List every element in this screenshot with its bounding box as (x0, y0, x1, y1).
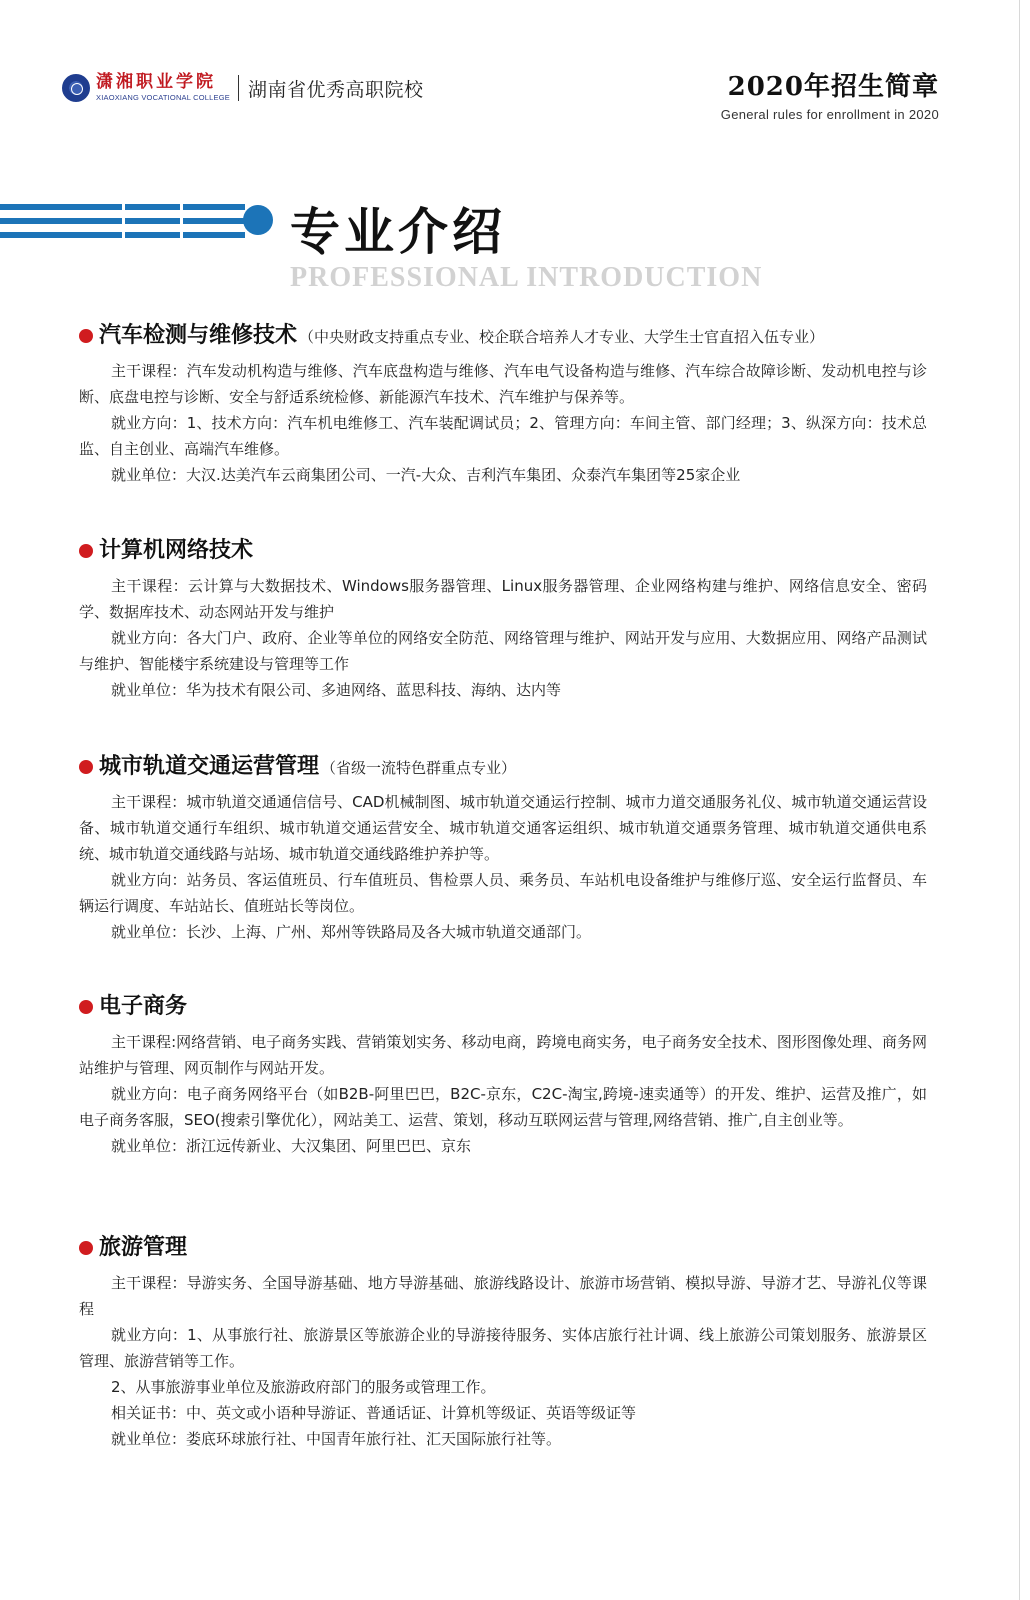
section-subtitle: PROFESSIONAL INTRODUCTION (290, 262, 763, 293)
major-description (79, 573, 927, 703)
section-dot-decoration (243, 205, 273, 235)
major-name: 电子商务 (99, 994, 188, 1019)
major-description (79, 1029, 927, 1159)
major-paragraph: 就业方向：1、从事旅行社、旅游景区等旅游企业的导游接待服务、实体店旅行社计调、线上旅游公司策划服务、旅游景区管理、旅游营销等工作。 (79, 1326, 927, 1370)
brochure-subtitle: General rules for enrollment in 2020 (720, 107, 939, 122)
major-paragraph: 2、从事旅游事业单位及旅游政府部门的服务或管理工作。 (111, 1378, 496, 1396)
major-paragraph: 主干课程：城市轨道交通通信信号、CAD机械制图、城市轨道交通运行控制、城市力道交通服务礼仪、城市轨道交通运营设备、城市轨道交通行车组织、城市轨道交通运营安全、城市轨道交通客运组织、城市轨道交通票务管理、城市轨道交通供电系统、城市轨道交通线路与站场、城市轨道交通线路维护养护等。 (79, 793, 927, 863)
major-note: （中央财政支持重点专业、校企联合培养人才专业、大学生士官直招入伍专业） (299, 328, 825, 346)
major-description (79, 789, 927, 945)
major-tourism-management (79, 1230, 927, 1452)
major-paragraph: 主干课程：汽车发动机构造与维修、汽车底盘构造与维修、汽车电气设备构造与维修、汽车综合故障诊断、发动机电控与诊断、底盘电控与诊断、安全与舒适系统检修、新能源汽车技术、汽车维护与保养等。 (79, 362, 927, 406)
logo-english-name: XIAOXIANG VOCATIONAL COLLEGE (96, 93, 230, 103)
major-e-commerce (79, 989, 927, 1159)
major-heading (79, 318, 927, 349)
major-heading (79, 1230, 927, 1261)
brochure-heading (721, 66, 939, 122)
major-paragraph: 就业单位：娄底环球旅行社、中国青年旅行社、汇天国际旅行社等。 (111, 1430, 562, 1448)
major-heading (79, 749, 927, 780)
major-description (79, 1270, 927, 1452)
major-paragraph: 就业方向：站务员、客运值班员、行车值班员、售检票人员、乘务员、车站机电设备维护与维修厅巡、安全运行监督员、车辆运行调度、车站站长、值班站长等岗位。 (79, 871, 927, 915)
page-edge-line (1019, 0, 1020, 1600)
logo-chinese-name: 潇湘职业学院 (96, 72, 216, 93)
red-bullet-icon (79, 1241, 93, 1255)
red-bullet-icon (79, 1000, 93, 1014)
header-slogan: 湖南省优秀高职院校 (247, 78, 424, 101)
brochure-title: 2020年招生简章 (727, 72, 939, 102)
major-paragraph: 主干课程：云计算与大数据技术、Windows服务器管理、Linux服务器管理、企业网络构建与维护、网络信息安全、密码学、数据库技术、动态网站开发与维护 (79, 577, 927, 621)
major-paragraph: 就业方向：1、技术方向：汽车机电维修工、汽车装配调试员；2、管理方向：车间主管、部门经理；3、纵深方向：技术总监、自主创业、高端汽车维修。 (79, 414, 927, 458)
major-paragraph: 主干课程:网络营销、电子商务实践、营销策划实务、移动电商，跨境电商实务，电子商务安全技术、图形图像处理、商务网站维护与管理、网页制作与网站开发。 (79, 1033, 927, 1077)
major-name: 旅游管理 (99, 1235, 188, 1260)
major-heading (79, 533, 927, 564)
major-name: 汽车检测与维修技术 (99, 323, 298, 348)
major-paragraph: 就业方向：各大门户、政府、企业等单位的网络安全防范、网络管理与维护、网站开发与应用、大数据应用、网络产品测试与维护、智能楼宇系统建设与管理等工作 (79, 629, 927, 673)
red-bullet-icon (79, 329, 93, 343)
section-title: 专业介绍 (290, 202, 506, 261)
major-description (79, 358, 927, 488)
header-divider (238, 75, 239, 101)
red-bullet-icon (79, 760, 93, 774)
section-stripes-decoration (0, 204, 245, 238)
major-paragraph: 主干课程：导游实务、全国导游基础、地方导游基础、旅游线路设计、旅游市场营销、模拟导游、导游才艺、导游礼仪等课程 (79, 1274, 927, 1318)
major-name: 城市轨道交通运营管理 (99, 754, 320, 779)
major-paragraph: 就业单位：华为技术有限公司、多迪网络、蓝思科技、海纳、达内等 (111, 681, 562, 699)
major-paragraph: 就业单位：浙江远传新业、大汉集团、阿里巴巴、京东 (111, 1137, 472, 1155)
major-paragraph: 就业单位：大汉.达美汽车云商集团公司、一汽-大众、吉利汽车集团、众泰汽车集团等25家企业 (111, 466, 741, 484)
major-heading (79, 989, 927, 1020)
major-paragraph: 就业单位：长沙、上海、广州、郑州等铁路局及各大城市轨道交通部门。 (111, 923, 592, 941)
major-computer-network (79, 533, 927, 703)
major-name: 计算机网络技术 (99, 538, 254, 563)
major-paragraph: 就业方向：电子商务网络平台（如B2B-阿里巴巴，B2C-京东，C2C-淘宝,跨境-速卖通等）的开发、维护、运营及推广，如电子商务客服，SEO(搜索引擎优化），网站美工、运营、策划，移动互联网运营与管理,网络营销、推广,自主创业等。 (79, 1085, 927, 1129)
major-paragraph: 相关证书：中、英文或小语种导游证、普通话证、计算机等级证、英语等级证等 (111, 1404, 637, 1422)
major-note: （省级一流特色群重点专业） (321, 759, 517, 777)
red-bullet-icon (79, 544, 93, 558)
college-logo (96, 74, 230, 102)
major-automotive (79, 318, 927, 488)
header-brand (62, 74, 423, 102)
major-urban-rail (79, 749, 927, 945)
college-seal-icon (62, 74, 90, 102)
